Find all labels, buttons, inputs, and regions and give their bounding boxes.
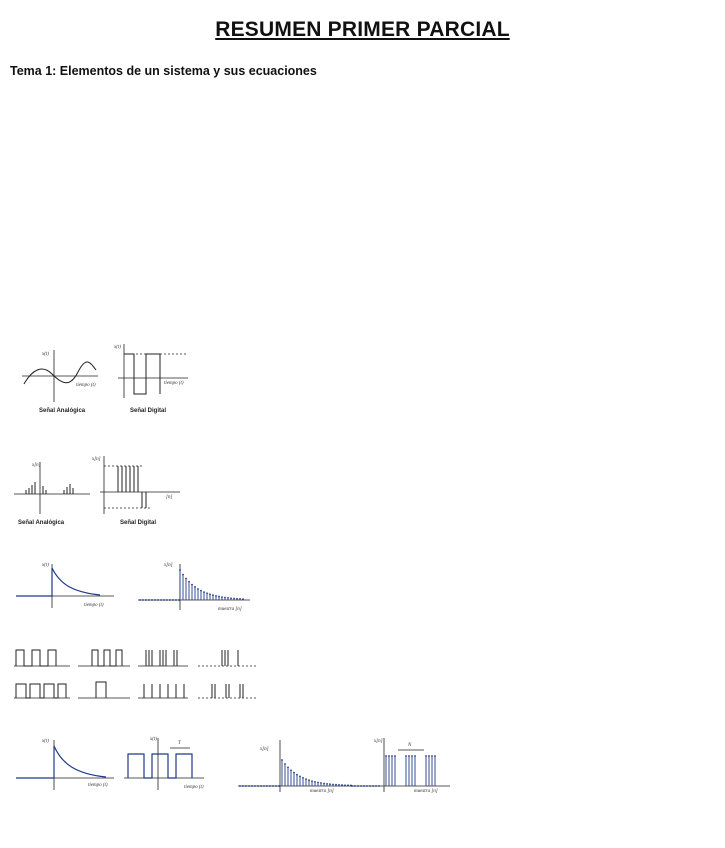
- section-heading: Tema 1: Elementos de un sistema y sus ecuaciones: [10, 64, 317, 78]
- stem-dot: [272, 785, 274, 787]
- stem-dot: [434, 755, 436, 757]
- fig5-3-ylabel: x[n]: [260, 747, 269, 752]
- stem-dot: [388, 755, 390, 757]
- stem-dot: [408, 755, 410, 757]
- stem-dot: [239, 785, 241, 787]
- stem-dot: [188, 581, 190, 583]
- stem-dot: [326, 783, 328, 785]
- stem-dot: [369, 785, 371, 787]
- stem-dot: [428, 755, 430, 757]
- stem-dot: [363, 785, 365, 787]
- stem-dot: [290, 769, 292, 771]
- fig5-1-ylabel: x(t): [42, 739, 49, 744]
- fig1-right-caption: Señal Digital: [130, 408, 167, 414]
- stem-dot: [302, 777, 304, 779]
- stem-dot: [242, 598, 244, 600]
- page-title: RESUMEN PRIMER PARCIAL: [215, 18, 510, 41]
- stem-dot: [191, 584, 193, 586]
- stem-dot: [293, 772, 295, 774]
- stem-dot: [185, 578, 187, 580]
- figure-3-svg: [14, 558, 264, 614]
- stem-dot: [266, 785, 268, 787]
- stem-dot: [332, 784, 334, 786]
- stem-dot: [215, 595, 217, 597]
- stem-dot: [139, 599, 141, 601]
- fig2-right-ylabel: x[n]: [92, 457, 101, 462]
- figure-analog-digital-discrete: [12, 452, 192, 532]
- stem-dot: [148, 599, 150, 601]
- stem-dot: [233, 598, 235, 600]
- stem-dot: [221, 596, 223, 598]
- stem-dot: [218, 596, 220, 598]
- stem-dot: [305, 778, 307, 780]
- stem-dot: [308, 779, 310, 781]
- stem-dot: [224, 597, 226, 599]
- stem-dot: [239, 598, 241, 600]
- figure-5-svg: [14, 734, 454, 796]
- stem-dot: [281, 759, 283, 761]
- figure-2-svg: [12, 452, 192, 532]
- stem-dot: [357, 785, 359, 787]
- stem-dot: [338, 784, 340, 786]
- stem-dot: [242, 785, 244, 787]
- stem-dot: [257, 785, 259, 787]
- stem-dot: [145, 599, 147, 601]
- stem-dot: [366, 785, 368, 787]
- stem-dot: [182, 574, 184, 576]
- stem-dot: [209, 593, 211, 595]
- fig1-left-caption: Señal Analógica: [39, 408, 86, 414]
- stem-dot: [206, 592, 208, 594]
- stem-dot: [275, 785, 277, 787]
- fig2-right-xlabel: [n]: [166, 495, 173, 500]
- fig1-right-ylabel: x(t): [114, 345, 121, 350]
- figure-periodic-grid: [12, 636, 260, 708]
- stem-dot: [163, 599, 165, 601]
- stem-dot: [254, 785, 256, 787]
- stem-dot: [203, 591, 205, 593]
- fig5-2-ylabel: x(t): [150, 737, 157, 742]
- fig5-4-ylabel: x[n]: [374, 739, 383, 744]
- stem-dot: [405, 755, 407, 757]
- stem-dot: [269, 785, 271, 787]
- stem-dot: [260, 785, 262, 787]
- fig2-left-ylabel: x[n]: [32, 463, 41, 468]
- figure-4-svg: [12, 636, 260, 708]
- stem-dot: [296, 774, 298, 776]
- stem-dot: [284, 763, 286, 765]
- figure-analog-digital-continuous: [18, 340, 198, 420]
- stem-dot: [341, 784, 343, 786]
- figure-1-svg: [18, 340, 198, 420]
- fig2-right-caption: Señal Digital: [120, 520, 157, 526]
- stem-dot: [169, 599, 171, 601]
- stem-dot: [172, 599, 174, 601]
- stem-dot: [157, 599, 159, 601]
- stem-dot: [425, 755, 427, 757]
- stem-dot: [329, 783, 331, 785]
- fig5-4-period: N: [408, 743, 412, 748]
- figure-aperiodic-periodic: [14, 734, 454, 796]
- fig1-left-xlabel: tiempo (t): [76, 383, 96, 388]
- stem-dot: [317, 782, 319, 784]
- stem-dot: [245, 785, 247, 787]
- stem-dot: [151, 599, 153, 601]
- stem-dot: [212, 594, 214, 596]
- stem-dot: [354, 785, 356, 787]
- stem-dot: [278, 785, 280, 787]
- fig5-4-xlabel: muestra [n]: [414, 789, 438, 794]
- fig3-left-xlabel: tiempo (t): [84, 603, 104, 608]
- stem-dot: [200, 590, 202, 592]
- stem-dot: [299, 776, 301, 778]
- stem-dot: [335, 784, 337, 786]
- stem-dot: [160, 599, 162, 601]
- stem-dot: [360, 785, 362, 787]
- fig1-right-xlabel: tiempo (t): [164, 381, 184, 386]
- fig2-left-caption: Señal Analógica: [18, 520, 65, 526]
- stem-dot: [142, 599, 144, 601]
- fig5-2-period: T: [178, 741, 181, 746]
- stem-dot: [375, 785, 377, 787]
- stem-dot: [227, 597, 229, 599]
- stem-dot: [323, 783, 325, 785]
- fig1-left-ylabel: x(t): [42, 352, 49, 357]
- fig5-2-xlabel: tiempo (t): [184, 785, 204, 790]
- stem-dot: [154, 599, 156, 601]
- stem-dot: [287, 766, 289, 768]
- stem-dot: [236, 598, 238, 600]
- stem-dot: [197, 588, 199, 590]
- stem-dot: [179, 569, 181, 571]
- stem-dot: [414, 755, 416, 757]
- stem-dot: [230, 597, 232, 599]
- stem-dot: [378, 785, 380, 787]
- stem-dot: [411, 755, 413, 757]
- fig5-1-xlabel: tiempo (t): [88, 783, 108, 788]
- stem-dot: [248, 785, 250, 787]
- stem-dot: [175, 599, 177, 601]
- stem-dot: [251, 785, 253, 787]
- stem-dot: [385, 755, 387, 757]
- stem-dot: [391, 755, 393, 757]
- stem-dot: [263, 785, 265, 787]
- fig3-right-xlabel: muestra [n]: [218, 607, 242, 612]
- stem-dot: [347, 784, 349, 786]
- stem-dot: [166, 599, 168, 601]
- stem-dot: [372, 785, 374, 787]
- stem-dot: [320, 782, 322, 784]
- figure-exponential-signals: [14, 558, 264, 614]
- fig5-3-xlabel: muestra [n]: [310, 789, 334, 794]
- fig3-right-ylabel: x[n]: [164, 563, 173, 568]
- stem-dot: [314, 781, 316, 783]
- stem-dot: [394, 755, 396, 757]
- stem-dot: [194, 586, 196, 588]
- fig3-left-ylabel: x(t): [42, 563, 49, 568]
- stem-dot: [351, 785, 353, 787]
- stem-dot: [431, 755, 433, 757]
- stem-dot: [344, 784, 346, 786]
- stem-dot: [311, 780, 313, 782]
